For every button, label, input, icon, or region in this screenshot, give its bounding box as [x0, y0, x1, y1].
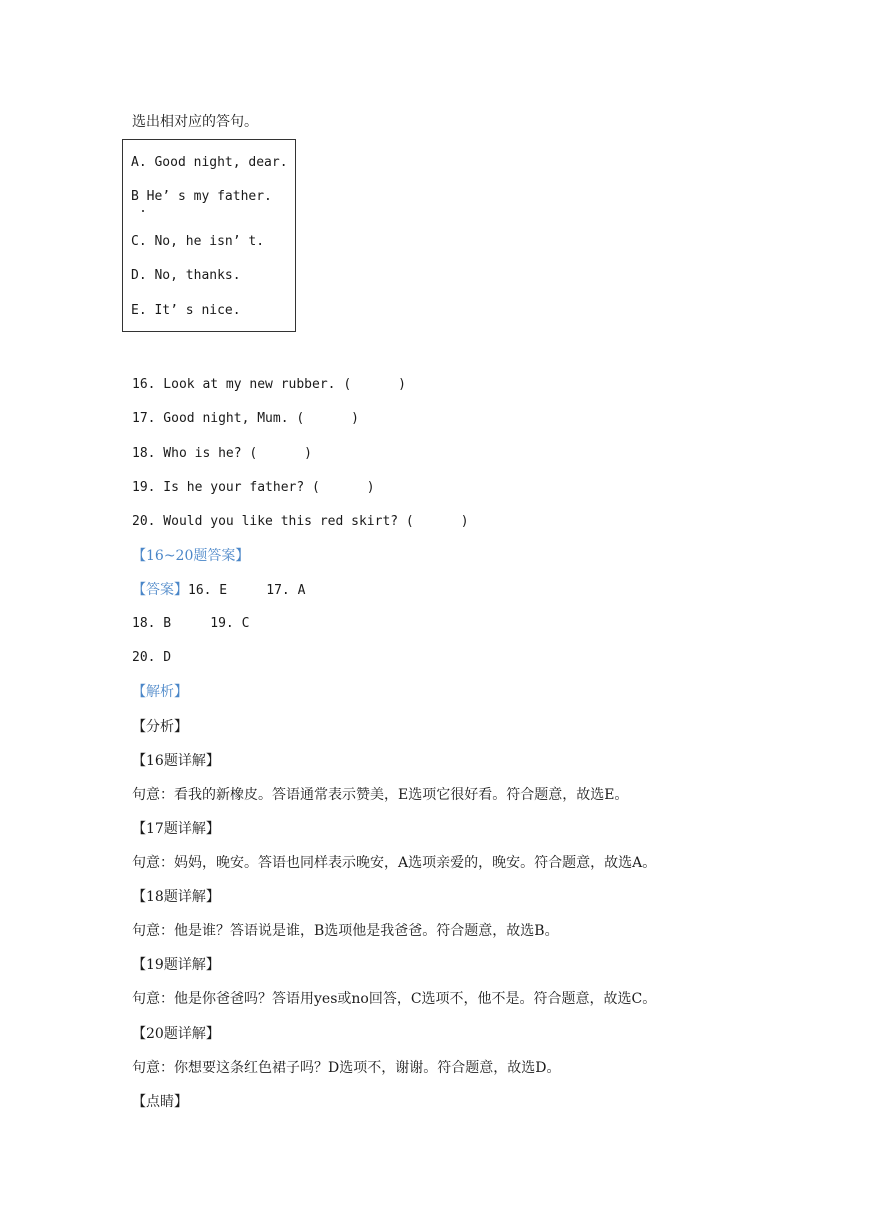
question-16: 16. Look at my new rubber. ( ): [132, 377, 406, 392]
analysis-header: 【解析】: [132, 684, 188, 700]
detail-17-text: 句意：妈妈，晚安。答语也同样表示晚安，A选项亲爱的，晚安。符合题意，故选A。: [132, 855, 657, 871]
option-a: A. Good night, dear.: [131, 155, 288, 170]
detail-20-header: 【20题详解】: [132, 1026, 220, 1042]
question-20: 20. Would you like this red skirt? ( ): [132, 514, 469, 529]
dianjing-header: 【点睛】: [132, 1094, 188, 1110]
option-c: C. No, he isn’ t.: [131, 234, 265, 249]
question-19: 19. Is he your father? ( ): [132, 480, 375, 495]
detail-19-header: 【19题详解】: [132, 957, 220, 973]
question-17: 17. Good night, Mum. ( ): [132, 411, 359, 426]
option-e: E. It’ s nice.: [131, 303, 241, 318]
answer-line-2: 18. B 19. C: [132, 616, 250, 631]
answer-section-header: 【16~20题答案】: [132, 548, 250, 564]
options-box: [122, 139, 296, 332]
detail-17-header: 【17题详解】: [132, 821, 220, 837]
answer-line-1: [132, 581, 305, 600]
answer-values-16-17: 16. E 17. A: [188, 583, 306, 598]
fenxi-header: 【分析】: [132, 719, 188, 735]
detail-18-header: 【18题详解】: [132, 889, 220, 905]
stray-dot: [142, 210, 144, 212]
detail-20-text: 句意：你想要这条红色裙子吗？D选项不，谢谢。符合题意，故选D。: [132, 1060, 561, 1076]
option-d: D. No, thanks.: [131, 268, 241, 283]
option-b: B He’ s my father.: [131, 189, 272, 204]
answer-line-3: 20. D: [132, 650, 172, 665]
detail-16-header: 【16题详解】: [132, 753, 220, 769]
instruction-text: 选出相对应的答句。: [132, 114, 258, 130]
answer-label: 【答案】: [132, 582, 188, 598]
detail-18-text: 句意：他是谁？答语说是谁，B选项他是我爸爸。符合题意，故选B。: [132, 923, 559, 939]
detail-19-text: 句意：他是你爸爸吗？答语用yes或no回答，C选项不，他不是。符合题意，故选C。: [132, 991, 657, 1007]
question-18: 18. Who is he? ( ): [132, 446, 313, 461]
detail-16-text: 句意：看我的新橡皮。答语通常表示赞美，E选项它很好看。符合题意，故选E。: [132, 787, 629, 803]
